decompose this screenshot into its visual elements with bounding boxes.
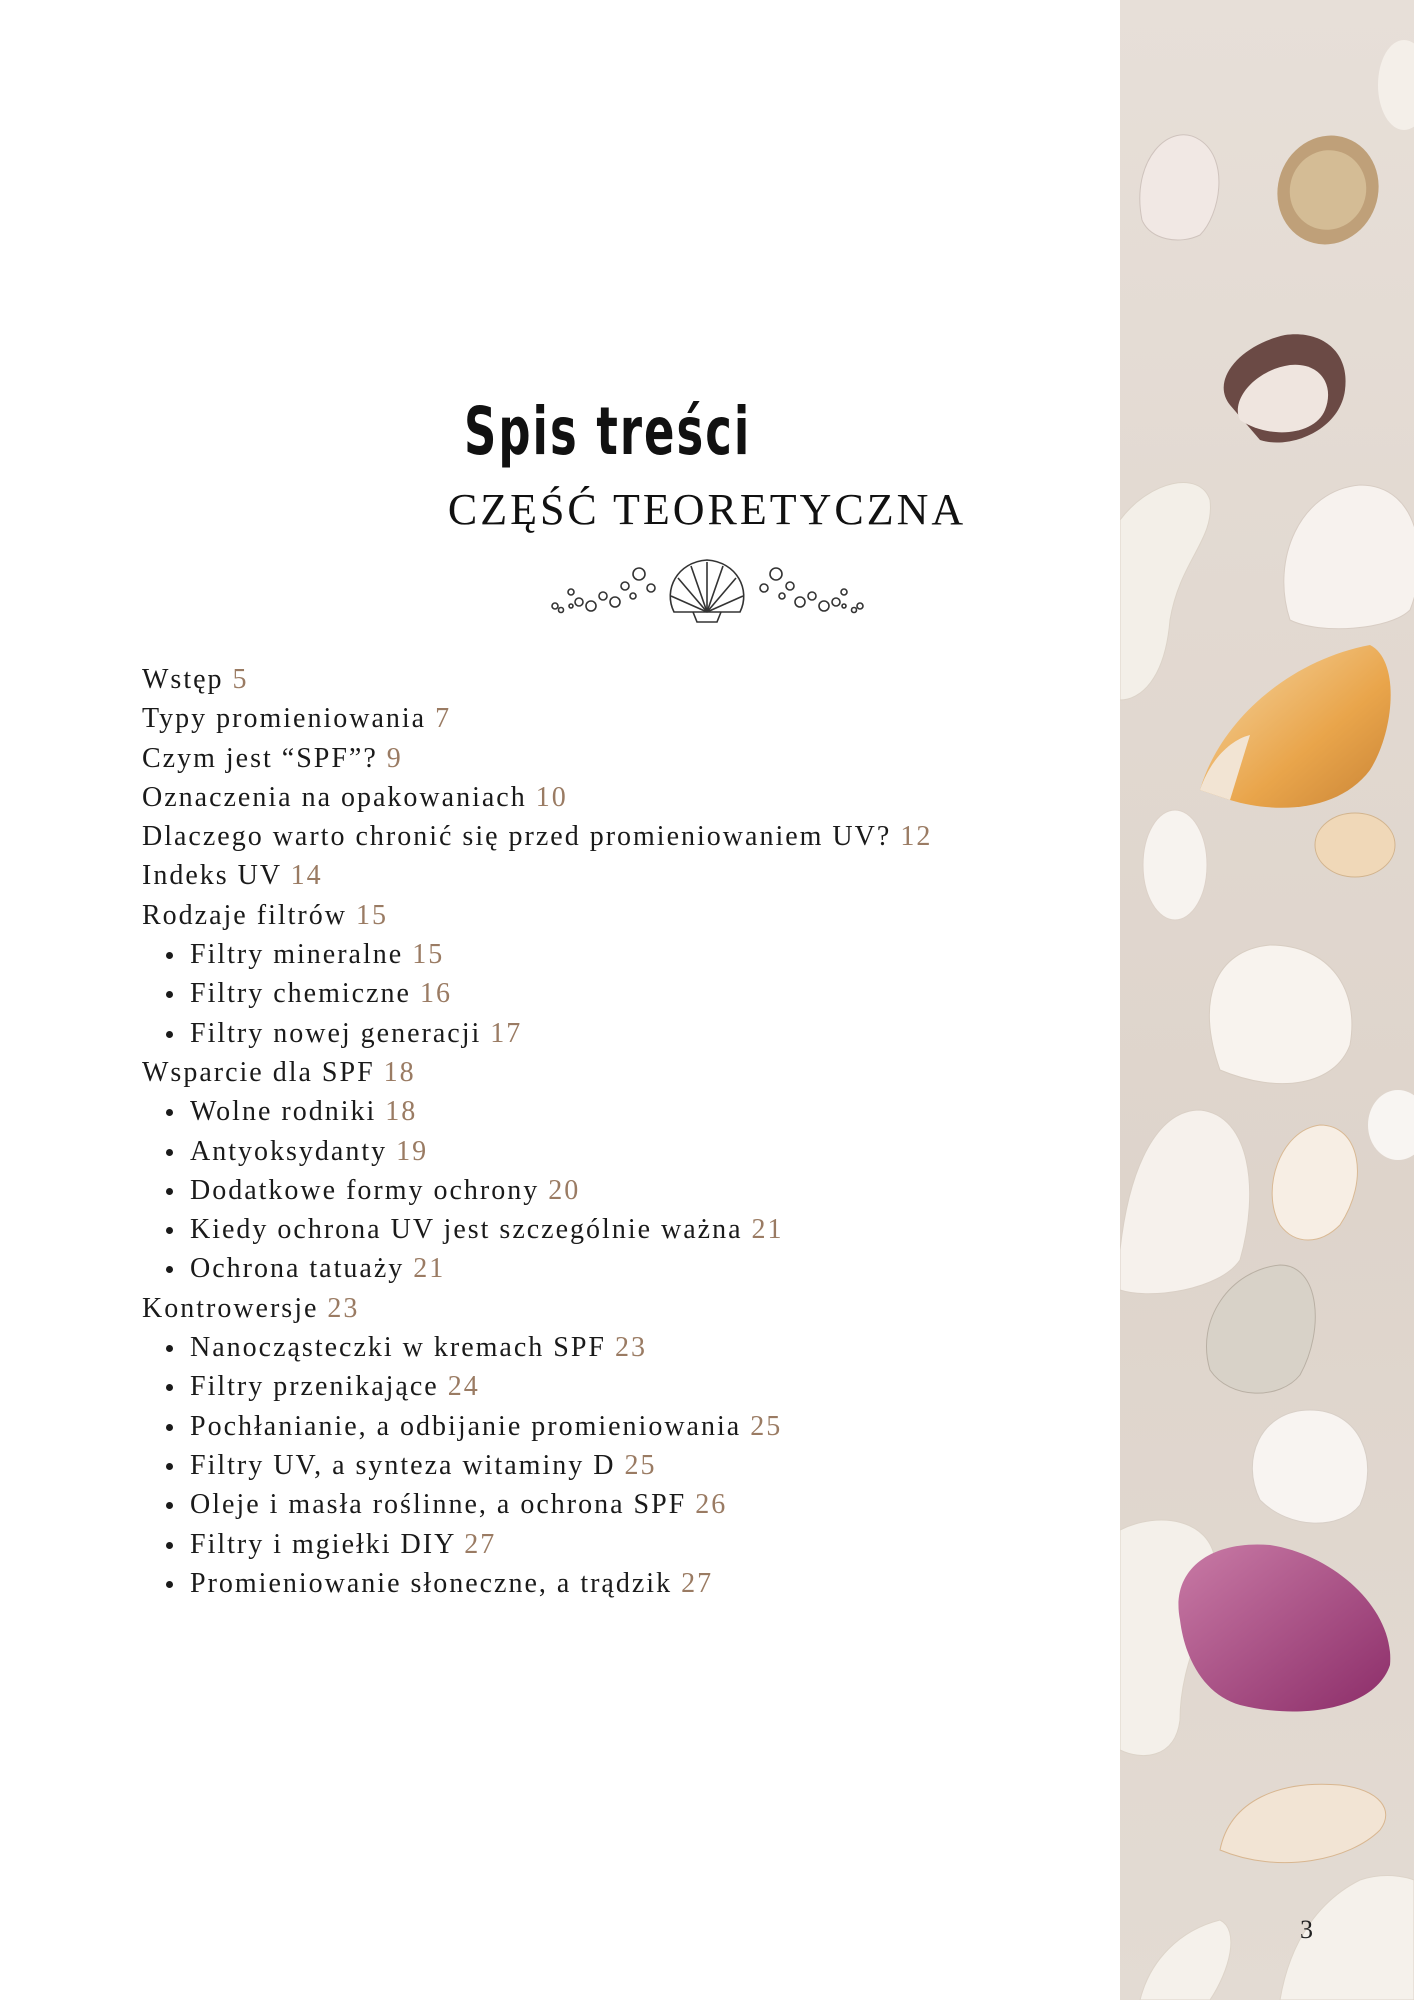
toc-entry-label: Wsparcie dla SPF xyxy=(142,1056,375,1088)
toc-entry[interactable] xyxy=(142,778,1092,817)
toc-entry-label: Filtry i mgiełki DIY xyxy=(190,1528,465,1560)
toc-entry-label: Filtry mineralne xyxy=(190,939,404,971)
toc-entry-page: 16 xyxy=(419,978,452,1010)
bullet-icon xyxy=(166,1581,173,1588)
bullet-icon xyxy=(166,1149,173,1156)
toc-subentry[interactable] xyxy=(142,1014,1092,1053)
toc-entry-page: 21 xyxy=(413,1253,446,1285)
toc-entry-page: 7 xyxy=(435,703,452,735)
toc-entry-page: 26 xyxy=(695,1489,728,1521)
toc-entry-label: Ochrona tatuaży xyxy=(190,1253,405,1285)
toc-entry-page: 18 xyxy=(385,1096,418,1128)
toc-subentry[interactable] xyxy=(142,1328,1092,1367)
bullet-icon xyxy=(166,1188,173,1195)
toc-entry-label: Oleje i masła roślinne, a ochrona SPF xyxy=(190,1489,687,1521)
toc-subentry[interactable] xyxy=(142,974,1092,1013)
toc-entry-page: 25 xyxy=(624,1449,657,1481)
toc-entry-page: 27 xyxy=(681,1567,714,1599)
toc-entry-label: Promieniowanie słoneczne, a trądzik xyxy=(190,1567,673,1599)
toc-entry[interactable] xyxy=(142,1053,1092,1092)
toc-entry-page: 25 xyxy=(750,1410,783,1442)
toc-entry-page: 27 xyxy=(464,1528,497,1560)
toc-entry-label: Kontrowersje xyxy=(142,1292,319,1324)
toc-subentry[interactable] xyxy=(142,1132,1092,1171)
toc-subentry[interactable] xyxy=(142,1210,1092,1249)
page-number: 3 xyxy=(1300,1915,1313,1944)
toc-subentry[interactable] xyxy=(142,935,1092,974)
toc-subentry[interactable] xyxy=(142,1407,1092,1446)
page-title: Spis treści xyxy=(464,393,752,470)
toc-subentry[interactable] xyxy=(142,1446,1092,1485)
toc-entry-page: 18 xyxy=(383,1056,416,1088)
toc-entry-label: Oznaczenia na opakowaniach xyxy=(142,781,527,813)
toc-entry-page: 19 xyxy=(396,1135,429,1167)
toc-entry-page: 15 xyxy=(355,899,388,931)
bullet-icon xyxy=(166,1384,173,1391)
toc-entry-label: Antyoksydanty xyxy=(190,1135,388,1167)
toc-entry-label: Czym jest “SPF”? xyxy=(142,742,378,774)
seashells-on-sand-photo xyxy=(1120,0,1414,2000)
bullet-icon xyxy=(166,1502,173,1509)
toc-entry-label: Dodatkowe formy ochrony xyxy=(190,1174,540,1206)
toc-entry-label: Rodzaje filtrów xyxy=(142,899,347,931)
toc-entry-page: 23 xyxy=(327,1292,360,1324)
bullet-icon xyxy=(166,1227,173,1234)
table-of-contents xyxy=(142,660,1092,1603)
toc-entry-page: 9 xyxy=(386,742,403,774)
toc-entry-page: 20 xyxy=(548,1174,581,1206)
toc-entry-label: Dlaczego warto chronić się przed promieniowaniem UV? xyxy=(142,821,892,853)
toc-subentry[interactable] xyxy=(142,1249,1092,1288)
toc-entry-label: Wstęp xyxy=(142,664,224,695)
toc-entry[interactable] xyxy=(142,660,1092,699)
toc-entry-label: Indeks UV xyxy=(142,860,282,892)
bullet-icon xyxy=(166,1345,173,1352)
toc-entry[interactable] xyxy=(142,856,1092,895)
toc-entry-label: Typy promieniowania xyxy=(142,703,427,735)
toc-entry-page: 24 xyxy=(447,1371,480,1403)
toc-entry-label: Kiedy ochrona UV jest szczególnie ważna xyxy=(190,1214,743,1246)
bullet-icon xyxy=(166,1266,173,1273)
toc-entry-label: Filtry UV, a synteza witaminy D xyxy=(190,1449,616,1481)
toc-subentry[interactable] xyxy=(142,1485,1092,1524)
bullet-icon xyxy=(166,1109,173,1116)
toc-entry-page: 12 xyxy=(900,821,933,853)
toc-entry-label: Nanocząsteczki w kremach SPF xyxy=(190,1332,606,1364)
toc-entry-page: 5 xyxy=(232,664,249,695)
toc-entry[interactable] xyxy=(142,817,1092,856)
bullet-icon xyxy=(166,1031,173,1038)
seashell-bubbles-icon xyxy=(545,550,870,630)
toc-entry-label: Wolne rodniki xyxy=(190,1096,377,1128)
toc-entry-label: Filtry nowej generacji xyxy=(190,1017,482,1049)
toc-subentry[interactable] xyxy=(142,1171,1092,1210)
toc-subentry[interactable] xyxy=(142,1092,1092,1131)
toc-subentry[interactable] xyxy=(142,1525,1092,1564)
toc-entry-label: Pochłanianie, a odbijanie promieniowania xyxy=(190,1410,742,1442)
bullet-icon xyxy=(166,991,173,998)
toc-entry-page: 15 xyxy=(412,939,445,971)
toc-entry-page: 21 xyxy=(751,1214,784,1246)
toc-subentry[interactable] xyxy=(142,1367,1092,1406)
toc-entry-page: 14 xyxy=(290,860,323,892)
section-subtitle-text: CZĘŚĆ TEORETYCZNA xyxy=(447,485,967,534)
toc-entry-label: Filtry chemiczne xyxy=(190,978,411,1010)
toc-entry-page: 17 xyxy=(490,1017,523,1049)
toc-entry[interactable] xyxy=(142,739,1092,778)
bullet-icon xyxy=(166,1463,173,1470)
toc-subentry[interactable] xyxy=(142,1564,1092,1603)
toc-entry-page: 23 xyxy=(615,1332,647,1364)
bullet-icon xyxy=(166,1542,173,1549)
toc-entry-page: 10 xyxy=(535,781,568,813)
seashell-illustration xyxy=(1120,0,1414,2000)
toc-entry-label: Filtry przenikające xyxy=(190,1371,439,1403)
bullet-icon xyxy=(166,952,173,959)
toc-entry[interactable] xyxy=(142,1289,1092,1328)
toc-entry[interactable] xyxy=(142,699,1092,738)
bullet-icon xyxy=(166,1424,173,1431)
toc-entry[interactable] xyxy=(142,896,1092,935)
